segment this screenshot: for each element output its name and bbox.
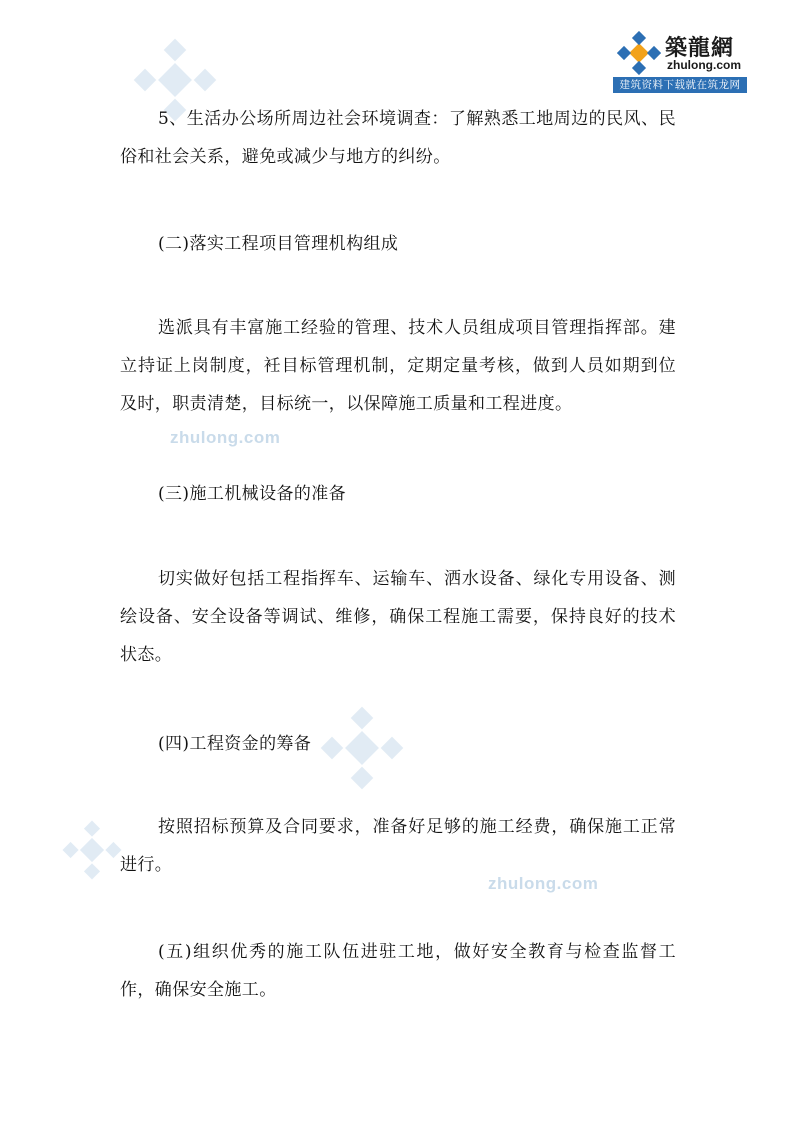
watermark-flower-icon [62, 820, 122, 880]
logo-diamond-icon [617, 31, 661, 75]
watermark-text: zhulong.com [488, 874, 599, 893]
paragraph-1: 5、生活办公场所周边社会环境调查：了解熟悉工地周边的民风、民俗和社会关系，避免或减少与地方的纠纷。 [120, 109, 676, 167]
paragraph-2: 选派具有丰富施工经验的管理、技术人员组成项目管理指挥部。建立持证上岗制度，衽目标管理机制，定期定量考核，做到人员如期到位及时，职责清楚，目标统一，以保障施工质量和工程进度。 [120, 318, 676, 414]
heading-4: (四)工程资金的筹备 [158, 734, 312, 754]
heading-2: (二)落实工程项目管理机构组成 [158, 234, 399, 254]
paragraph-5: (五)组织优秀的施工队伍进驻工地，做好安全教育与检查监督工作，确保安全施工。 [120, 942, 676, 1000]
paragraph-4: 按照招标预算及合同要求，准备好足够的施工经费，确保施工正常进行。 [120, 817, 676, 875]
paragraph-3: 切实做好包括工程指挥车、运输车、洒水设备、绿化专用设备、测绘设备、安全设备等调试、维修，确保工程施工需要，保持良好的技术状态。 [120, 569, 676, 665]
logo-tagline: 建筑资料下载就在筑龙网 [613, 77, 747, 93]
watermark-text: zhulong.com [170, 428, 281, 447]
logo-box [613, 27, 747, 75]
watermark-flower-icon [320, 706, 404, 790]
logo-domain: zhulong.com [667, 58, 741, 72]
heading-3: (三)施工机械设备的准备 [158, 484, 347, 504]
zhulong-logo [613, 27, 747, 97]
logo-name: 築龍網 [665, 35, 735, 61]
